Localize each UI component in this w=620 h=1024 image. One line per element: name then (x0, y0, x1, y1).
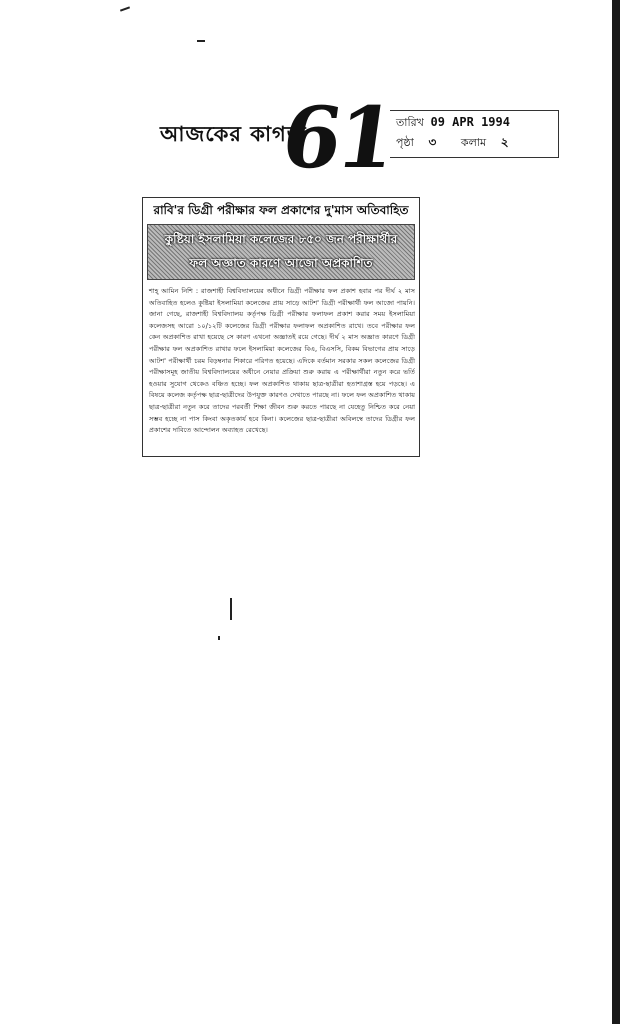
stamp-column-label: কলাম (460, 136, 487, 149)
clipping-banner (147, 224, 415, 280)
clipping-headline: রাবি'র ডিগ্রী পরীক্ষার ফল প্রকাশের দু'মাস অতিবাহিত (153, 203, 409, 217)
newspaper-name: আজকের কাগজ (160, 122, 307, 146)
stamp-page-value: ৩ (428, 135, 437, 149)
scan-speck (218, 636, 220, 640)
banner-line-2: ফল অজ্ঞাত কারণে আজো অপ্রকাশিত (189, 256, 373, 270)
banner-line-1: কুষ্টিয়া ইসলামিয়া কলেজের ৮৫০ জন পরীক্ষার্থীর (164, 232, 398, 246)
news-clipping (142, 197, 420, 457)
stamp-date-label: তারিখ (396, 116, 424, 129)
stamp-date-value: 09 APR 1994 (430, 115, 510, 129)
scan-speck (120, 6, 130, 11)
stamp-page-row (396, 133, 509, 152)
date-stamp (390, 110, 559, 158)
stamp-page-label: পৃষ্ঠা (396, 136, 414, 149)
stamp-date-row (396, 113, 510, 132)
page-edge-shadow (612, 0, 620, 1024)
handwritten-number: 61 (276, 88, 399, 187)
clipping-body: শাহ্ আমিন নিশি : রাজশাহী বিশ্ববিদ্যালয়ের অধীনে ডিগ্রী পরীক্ষার ফল প্রকাশ হবার পর দীর্ঘ ২ মাস অতিবাহিত হলেও কুষ্টিয়া ইসলামিয়া কলেজের প্রায় সাড়ে আটশ' ডিগ্রী পরীক্ষার্থী ফল আজো পায়নি। জানা গেছে, রাজশাহী বিশ্ববিদ্যালয় কর্তৃপক্ষ ডিগ্রী পরীক্ষার ফলাফল প্রকাশ করার সময় ইসলামিয়া কলেজসহ আরো ১০/১২টি কলেজের ডিগ্রী পরীক্ষার ফলাফল অপ্রকাশিত রাখে। তবে পরীক্ষার ফল কেন অপ্রকাশিত রাখা হয়েছে সে কারণ এখনো অজ্ঞাতই রয়ে গেছে। দীর্ঘ ২ মাস অজ্ঞাত কারণে ডিগ্রী পরীক্ষার ফল অপ্রকাশিত রাখার ফলে ইসলামিয়া কলেজের বিএ, বিএসসি, বিকম বিভাগের প্রায় সাড়ে আটশ' পরীক্ষার্থী চরম বিড়ম্বনার শিকারে পরিণত হয়েছে। এদিকে বর্তমান সরকার সকল কলেজের ডিগ্রী পরীক্ষাসমূহ জাতীয় বিশ্ববিদ্যালয়ের অধীনে নেয়ার প্রক্রিয়া শুরু করায় এ পরীক্ষার্থীরা নতুন করে ভর্তি হওয়ার সুযোগ থেকেও বঞ্চিত হচ্ছে। ফল অপ্রকাশিত থাকায় ছাত্র-ছাত্রীরা হতাশাগ্রস্ত হয়ে পড়ছে। এ বিষয়ে কলেজ কর্তৃপক্ষ ছাত্র-ছাত্রীদের উপযুক্ত কারণও দেখাতে পারছে না। ফলে ফল অপ্রকাশিত থাকায় ছাত্র-ছাত্রীরা নতুন করে তাদের পরবর্তী শিক্ষা জীবন শুরু করতে পারছে না যেহেতু নিশ্চিত করে নেয়া সম্ভব হচ্ছে না পাস কিংবা অকৃতকার্য হবে কিনা। কলেজের ছাত্র-ছাত্রীরা অবিলম্বে তাদের ডিগ্রীর ফল প্রকাশের দাবিতে আন্দোলন অব্যাহত রেখেছে। (149, 287, 415, 435)
scan-speck (197, 40, 205, 42)
scan-speck (230, 598, 232, 620)
stamp-column-value: ২ (500, 135, 509, 149)
